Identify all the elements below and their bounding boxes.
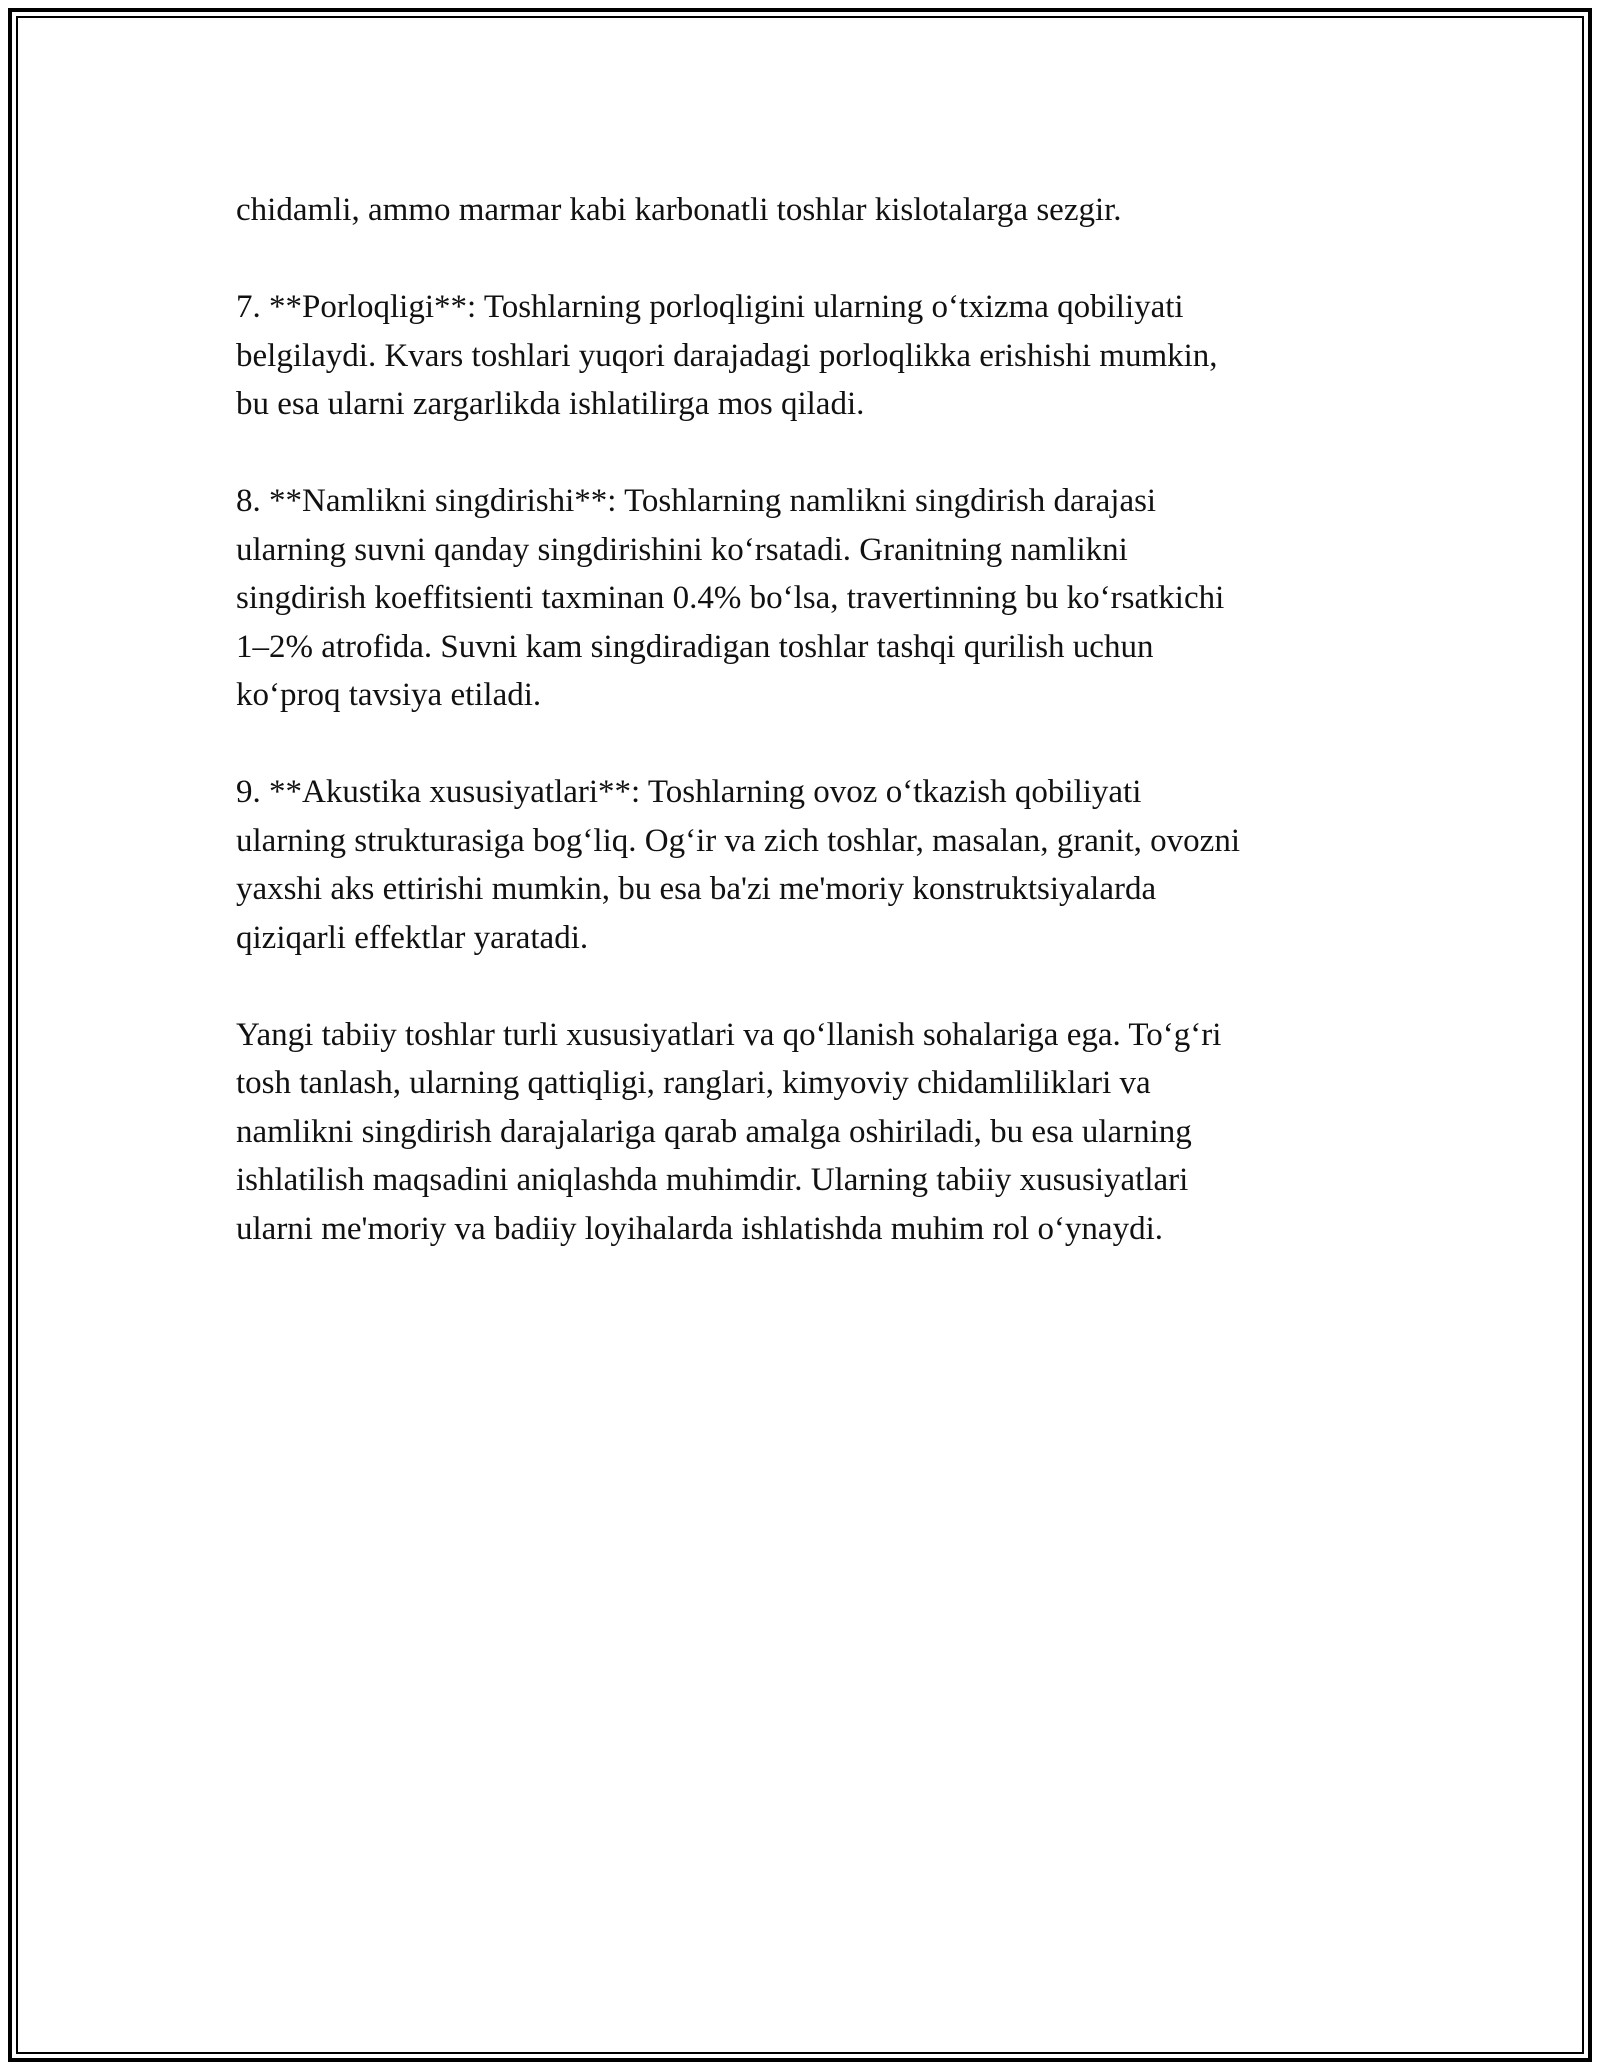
paragraph-item-7: 7. **Porloqligi**: Toshlarning porloqligini ularning o‘txizma qobiliyati belgilaydi. Kvars toshlari yuqori darajadagi porloqlikka erishishi mumkin, bu esa ularni zargarlikda ishlatilirga mos qiladi. <box>236 289 1218 422</box>
paragraph-conclusion: Yangi tabiiy toshlar turli xususiyatlari va qo‘llanish sohalariga ega. To‘g‘ri tosh tanlash, ularning qattiqligi, ranglari, kimyoviy chidamliliklari va namlikni singdirish darajalariga qarab amalga oshiriladi, bu esa ularning ishlatilish maqsadini aniqlashda muhimdir. Ularning tabiiy xususiyatlari ularni me'moriy va badiiy loyihalarda ishlatishda muhim rol o‘ynaydi. <box>236 1016 1222 1247</box>
paragraph-spacer <box>236 429 1376 478</box>
paragraph-continuation: chidamli, ammo marmar kabi karbonatli toshlar kislotalarga sezgir. <box>236 192 1122 228</box>
paragraph-spacer <box>236 720 1376 769</box>
paragraph-item-8: 8. **Namlikni singdirishi**: Toshlarning namlikni singdirish darajasi ularning suvni qanday singdirishini ko‘rsatadi. Granitning namlikni singdirish koeffitsienti taxminan 0.4% bo‘lsa, travertinning bu ko‘rsatkichi 1–2% atrofida. Suvni kam singdiradigan toshlar tashqi qurilish uchun ko‘proq tavsiya etiladi. <box>236 483 1225 713</box>
paragraph-spacer <box>236 962 1376 1011</box>
paragraph-spacer <box>236 235 1376 284</box>
document-body <box>236 186 1376 1253</box>
paragraph-item-9: 9. **Akustika xususiyatlari**: Toshlarning ovoz o‘tkazish qobiliyati ularning strukturasiga bog‘liq. Og‘ir va zich toshlar, masalan, granit, ovozni yaxshi aks ettirishi mumkin, bu esa ba'zi me'moriy konstruktsiyalarda qiziqarli effektlar yaratadi. <box>236 774 1241 956</box>
